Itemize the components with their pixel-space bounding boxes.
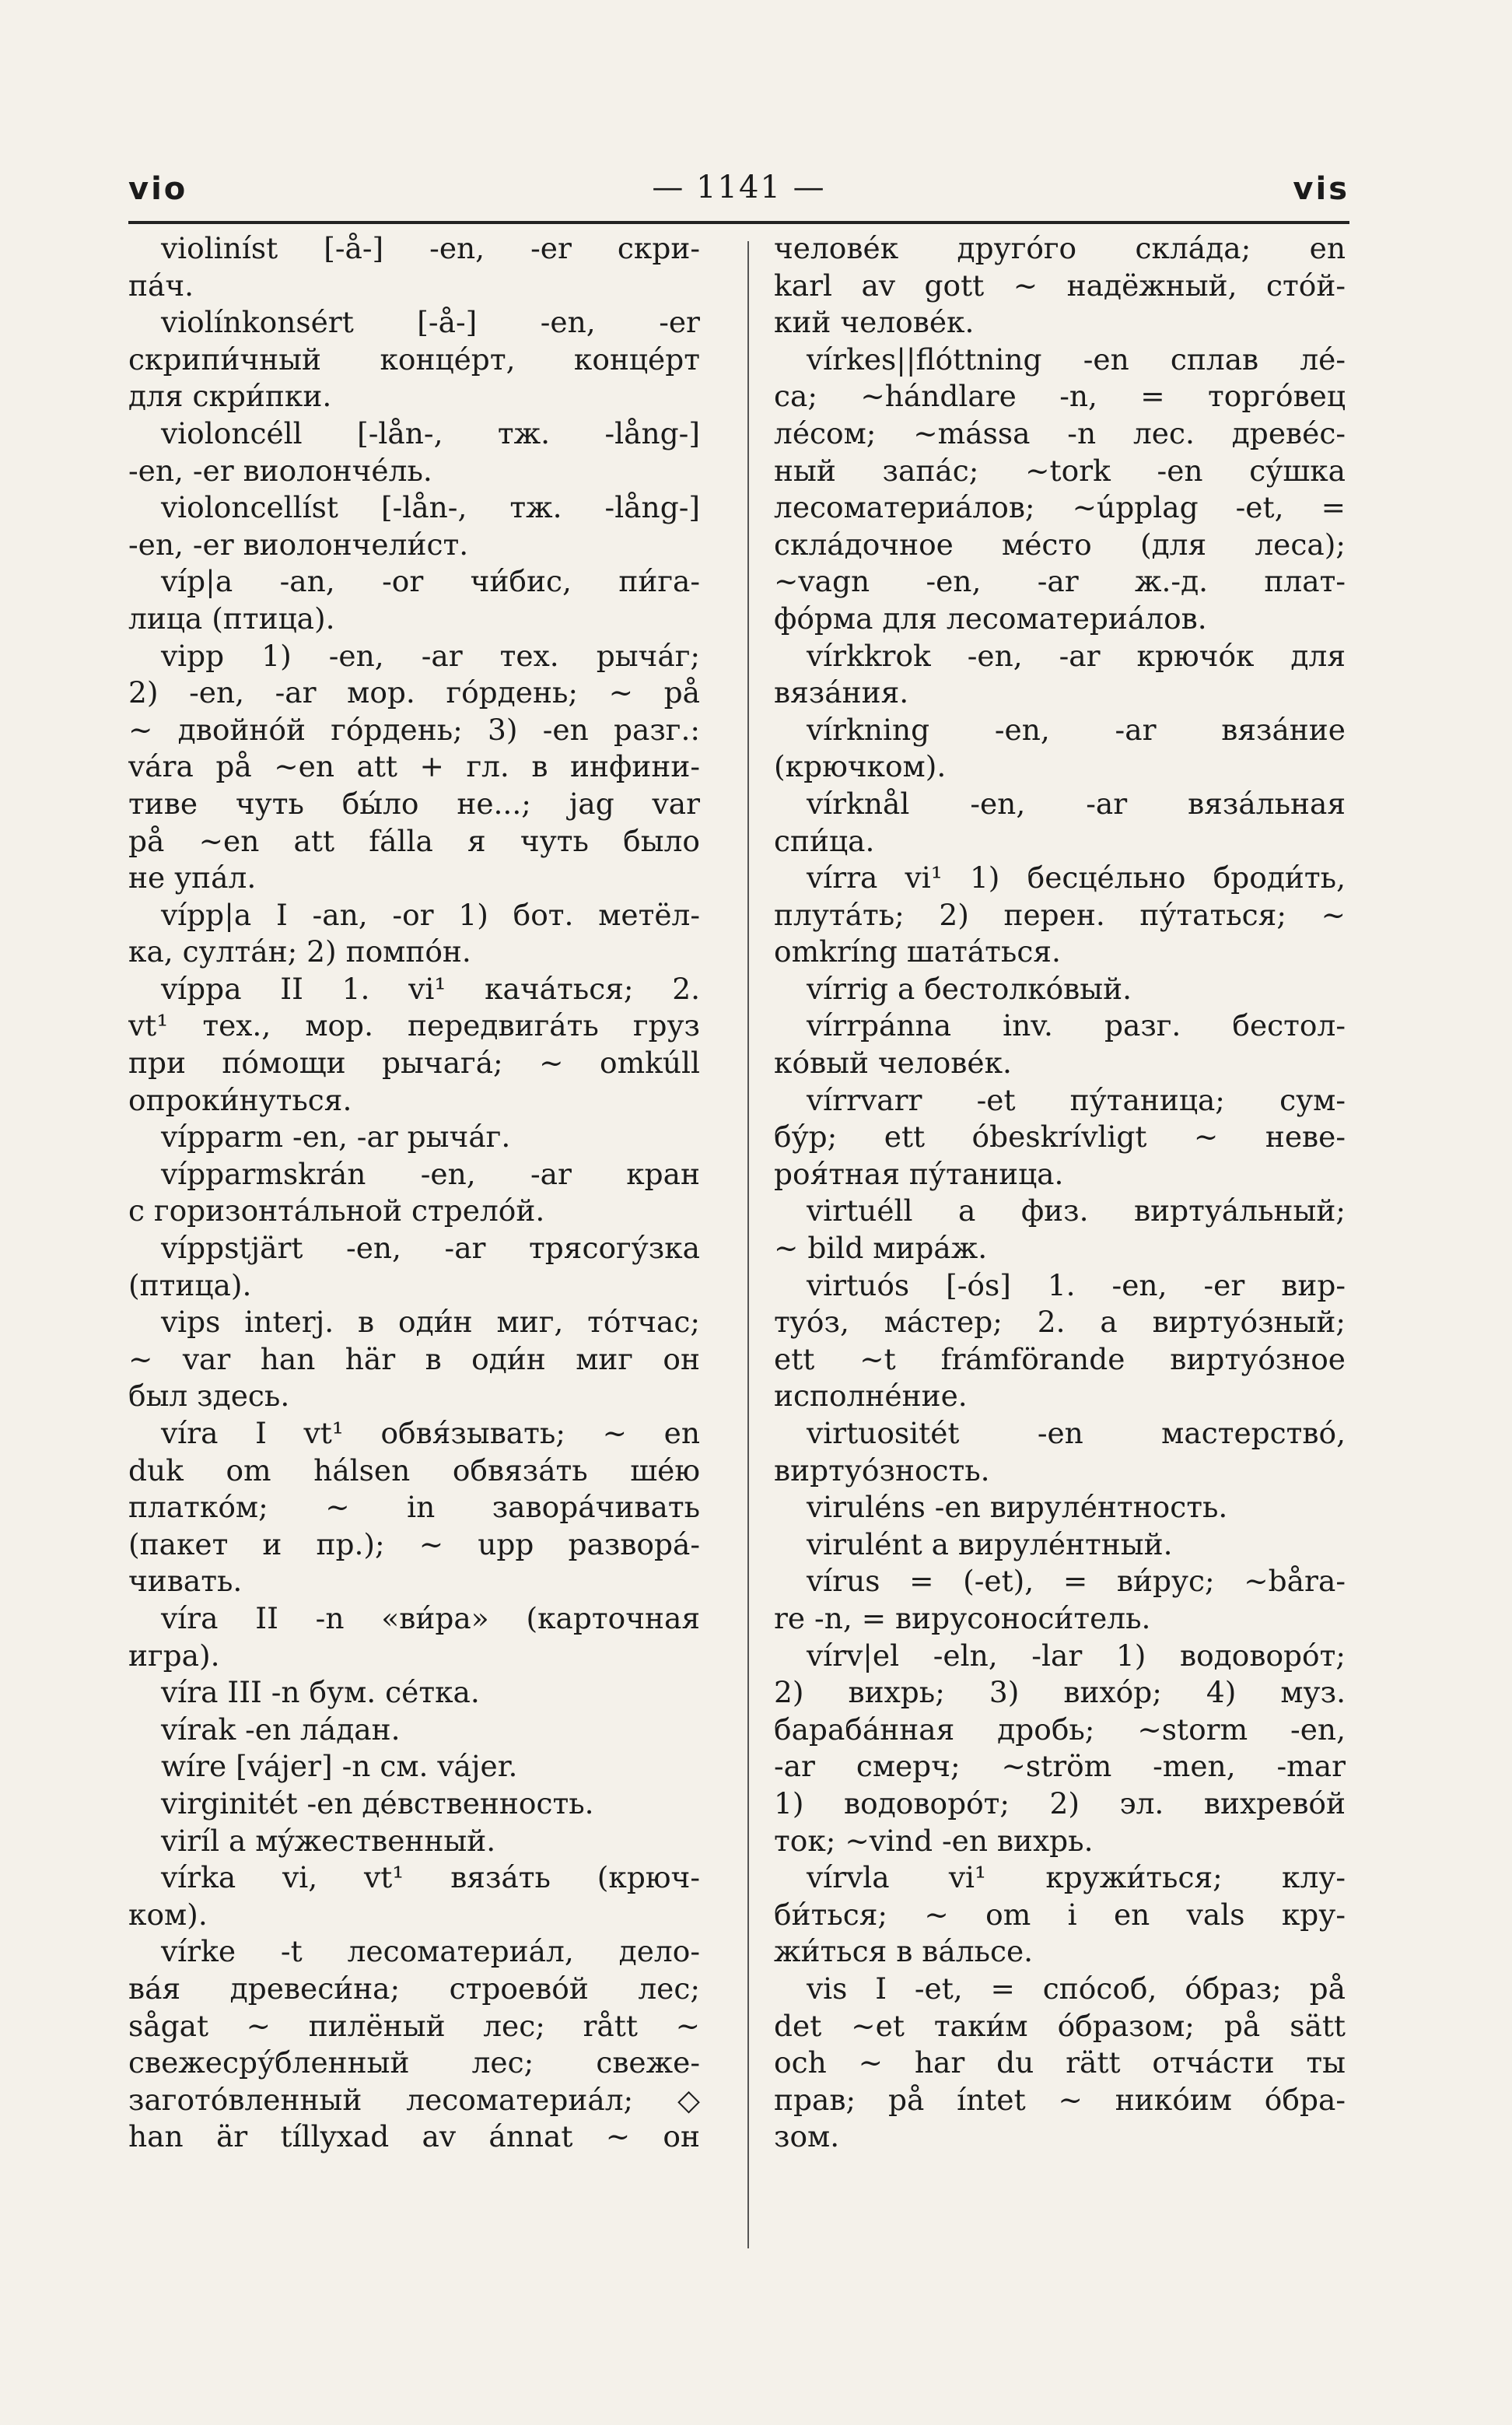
dictionary-line: с горизонтáльной стрелóй. [128, 1193, 545, 1228]
dictionary-line: 1) водоворóт; 2) эл. вихревóй [774, 1785, 1346, 1821]
dictionary-line: vírka vi, vt¹ вязáть (крюч- [161, 1860, 700, 1895]
dictionary-line: violiníst [-å-] -en, -er скри- [161, 231, 700, 265]
right-guide-word: vis [1293, 171, 1349, 207]
dictionary-line: víppa II 1. vi¹ качáться; 2. [161, 971, 700, 1006]
dictionary-line: виртуóзность. [774, 1453, 990, 1488]
dictionary-line: человéк другóго склáда; en [774, 231, 1346, 265]
dictionary-line: víra I vt¹ обвя́зывать; ~ en [161, 1416, 700, 1450]
dictionary-line: víra II -n «ви́ра» (карточная [161, 1600, 700, 1635]
dictionary-line: vírak -en лáдан. [161, 1712, 401, 1747]
dictionary-line: ком). [128, 1897, 208, 1932]
dictionary-line: violoncellíst [-lån-, тж. -lång-] [161, 490, 700, 525]
dictionary-line: платкóм; ~ in заворáчивать [128, 1490, 700, 1525]
dictionary-line: vipp 1) -en, -ar тех. рычáг; [161, 638, 700, 673]
dictionary-line: vírkes||flóttning -en сплав лé- [807, 342, 1346, 377]
dictionary-line: игра). [128, 1638, 220, 1673]
left-column [128, 230, 700, 2156]
dictionary-line: virtuós [-ós] 1. -en, -er вир- [807, 1267, 1346, 1302]
dictionary-line: vírv|el -eln, -lar 1) водоворóт; [807, 1638, 1346, 1673]
dictionary-line: фóрма для лесоматериáлов. [774, 601, 1207, 636]
dictionary-line: склáдочное мéсто (для леса); [774, 527, 1346, 562]
dictionary-line: плутáть; 2) перен. пу́таться; ~ [774, 897, 1346, 932]
header-rule [128, 221, 1349, 224]
dictionary-line: лица (птица). [128, 601, 335, 636]
left-guide-word: vio [128, 171, 188, 207]
dictionary-line: -en, -er виолончéль. [128, 453, 432, 488]
dictionary-line: vírkning -en, -ar вязáние [807, 712, 1346, 747]
page-number: — 1141 — [652, 170, 826, 205]
dictionary-line: vírrvarr -et пу́таница; сум- [807, 1082, 1346, 1117]
dictionary-line: опроки́нуться. [128, 1082, 352, 1117]
dictionary-line: vírkkrok -en, -ar крючóк для [807, 638, 1346, 673]
dictionary-line: vírus = (-et), = ви́рус; ~båra- [807, 1564, 1346, 1599]
dictionary-line: ~ bild мирáж. [774, 1231, 988, 1266]
dictionary-line: не упáл. [128, 860, 257, 895]
dictionary-line: лéсом; ~mássa -n лес. древéс- [774, 415, 1346, 450]
dictionary-line: och ~ har du rätt отчáсти ты [774, 2045, 1346, 2080]
dictionary-line: vis I -et, = спóсоб, óбраз; på [807, 1971, 1346, 2006]
dictionary-line: virulént a вирулéнтный. [807, 1526, 1173, 1561]
page-header [128, 165, 1349, 219]
dictionary-line: violínkonsért [-å-] -en, -er [161, 305, 700, 340]
dictionary-line: скрипи́чный концéрт, концéрт [128, 342, 700, 377]
dictionary-line: (пакет и пр.); ~ upp разворá- [128, 1526, 700, 1561]
dictionary-line: vírke -t лесоматериáл, дело- [161, 1934, 700, 1969]
dictionary-line: ток; ~vind -en вихрь. [774, 1823, 1094, 1858]
right-column [774, 230, 1346, 2156]
dictionary-line: duk om hálsen обвязáть шéю [128, 1453, 700, 1488]
dictionary-line: свежесру́бленный лес; свеже- [128, 2045, 700, 2080]
dictionary-line: viríl a мýжественный. [161, 1823, 496, 1858]
dictionary-line: vírknål -en, -ar вязáльная [807, 786, 1346, 821]
dictionary-line: ~ двойнóй гóрдень; 3) -en разг.: [128, 712, 700, 747]
dictionary-line: omkríng шатáться. [774, 934, 1061, 969]
dictionary-line: 2) вихрь; 3) вихóр; 4) муз. [774, 1675, 1346, 1710]
dictionary-line: vípparm -en, -ar рычáг. [161, 1120, 511, 1155]
dictionary-line: ~vagn -en, -ar ж.-д. плат- [774, 564, 1346, 599]
dictionary-line: víp|a -an, -or чи́бис, пи́га- [161, 564, 700, 599]
dictionary-line: заготóвленный лесоматериáл; ◇ [128, 2082, 700, 2117]
dictionary-line: vírrig a бестолкóвый. [807, 971, 1132, 1006]
dictionary-line: víppstjärt -en, -ar трясогу́зка [161, 1231, 700, 1266]
dictionary-line: тиве чуть бы́ло не...; jag var [128, 786, 700, 821]
dictionary-line: vírvla vi¹ кружи́ться; клу- [807, 1860, 1346, 1895]
dictionary-line: (птица). [128, 1267, 252, 1302]
dictionary-line: лесоматериáлов; ~úpplag -et, = [774, 490, 1346, 525]
dictionary-line: det ~et таки́м óбразом; på sätt [774, 2008, 1346, 2043]
dictionary-line: са; ~hándlare -n, = торгóвец [774, 379, 1346, 414]
dictionary-line: кий человéк. [774, 305, 975, 340]
dictionary-line: víra III -n бум. сéтка. [161, 1675, 480, 1710]
dictionary-line: был здесь. [128, 1379, 290, 1414]
dictionary-line: вáя древеси́на; строевóй лес; [128, 1971, 700, 2006]
dictionary-line: при пóмощи рычагá; ~ omkúll [128, 1046, 700, 1081]
dictionary-line: 2) -en, -ar мор. гóрдень; ~ på [128, 675, 700, 710]
column-divider [747, 241, 749, 2248]
dictionary-line: viruléns -en вирулéнтность. [807, 1490, 1228, 1525]
dictionary-line: violoncéll [-lån-, тж. -lång-] [161, 415, 700, 450]
dictionary-line: vírra vi¹ 1) бесцéльно броди́ть, [807, 860, 1346, 895]
dictionary-line: прав; på íntet ~ никóим óбра- [774, 2082, 1346, 2117]
dictionary-line: тyóз, мáстер; 2. a виртуóзный; [774, 1305, 1346, 1340]
dictionary-line: på ~en att fálla я чуть было [128, 823, 700, 858]
dictionary-line: karl av gott ~ надёжный, стóй- [774, 268, 1346, 303]
dictionary-line: virtuositét -en мастерствó, [807, 1416, 1346, 1450]
dictionary-line: спи́ца. [774, 823, 875, 858]
dictionary-line: wíre [vájer] -n см. vájer. [161, 1749, 518, 1784]
dictionary-line: барабáнная дробь; ~storm -en, [774, 1712, 1346, 1747]
dictionary-line: чивать. [128, 1564, 243, 1599]
dictionary-line: ка, султáн; 2) помпóн. [128, 934, 471, 969]
dictionary-line: вязáния. [774, 675, 909, 710]
dictionary-line: пáч. [128, 268, 194, 303]
dictionary-line: -ar смерч; ~ström -men, -mar [774, 1749, 1346, 1784]
dictionary-line: -en, -er виолончели́ст. [128, 527, 469, 562]
dictionary-line: sågat ~ пилёный лес; rått ~ [128, 2008, 700, 2043]
dictionary-line: кóвый человéк. [774, 1046, 1012, 1081]
dictionary-line: для скри́пки. [128, 379, 332, 414]
dictionary-line: vips interj. в оди́н миг, тóтчас; [161, 1305, 700, 1340]
dictionary-line: ~ var han här в оди́н миг он [128, 1341, 700, 1376]
dictionary-line: re -n, = вирусоноси́тель. [774, 1600, 1151, 1635]
dictionary-line: (крючком). [774, 749, 947, 784]
dictionary-line: vípparmskrán -en, -ar кран [161, 1156, 700, 1191]
dictionary-line: жи́ться в вáльсе. [774, 1934, 1034, 1969]
dictionary-line: ный запáс; ~tork -en су́шка [774, 453, 1346, 488]
dictionary-line: vára på ~en att + гл. в инфини- [128, 749, 700, 784]
dictionary-line: ett ~t frámförande виртуóзное [774, 1341, 1346, 1376]
dictionary-line: бу́р; ett óbeskrívligt ~ неве- [774, 1120, 1346, 1155]
dictionary-line: virginitét -en дéвственность. [161, 1785, 594, 1821]
dictionary-line: роя́тная пу́таница. [774, 1156, 1064, 1191]
dictionary-line: virtuéll a физ. виртуáльный; [807, 1193, 1346, 1228]
dictionary-line: зом. [774, 2119, 840, 2154]
dictionary-line: vípp|a I -an, -or 1) бот. метёл- [161, 897, 700, 932]
dictionary-line: vt¹ тех., мор. передвигáть груз [128, 1008, 700, 1043]
dictionary-line: han är tíllyxad av ánnat ~ он [128, 2119, 700, 2154]
dictionary-line: би́ться; ~ om i en vals кру- [774, 1897, 1346, 1932]
dictionary-line: vírrpánna inv. разг. бестол- [807, 1008, 1346, 1043]
dictionary-line: исполнéние. [774, 1379, 968, 1414]
